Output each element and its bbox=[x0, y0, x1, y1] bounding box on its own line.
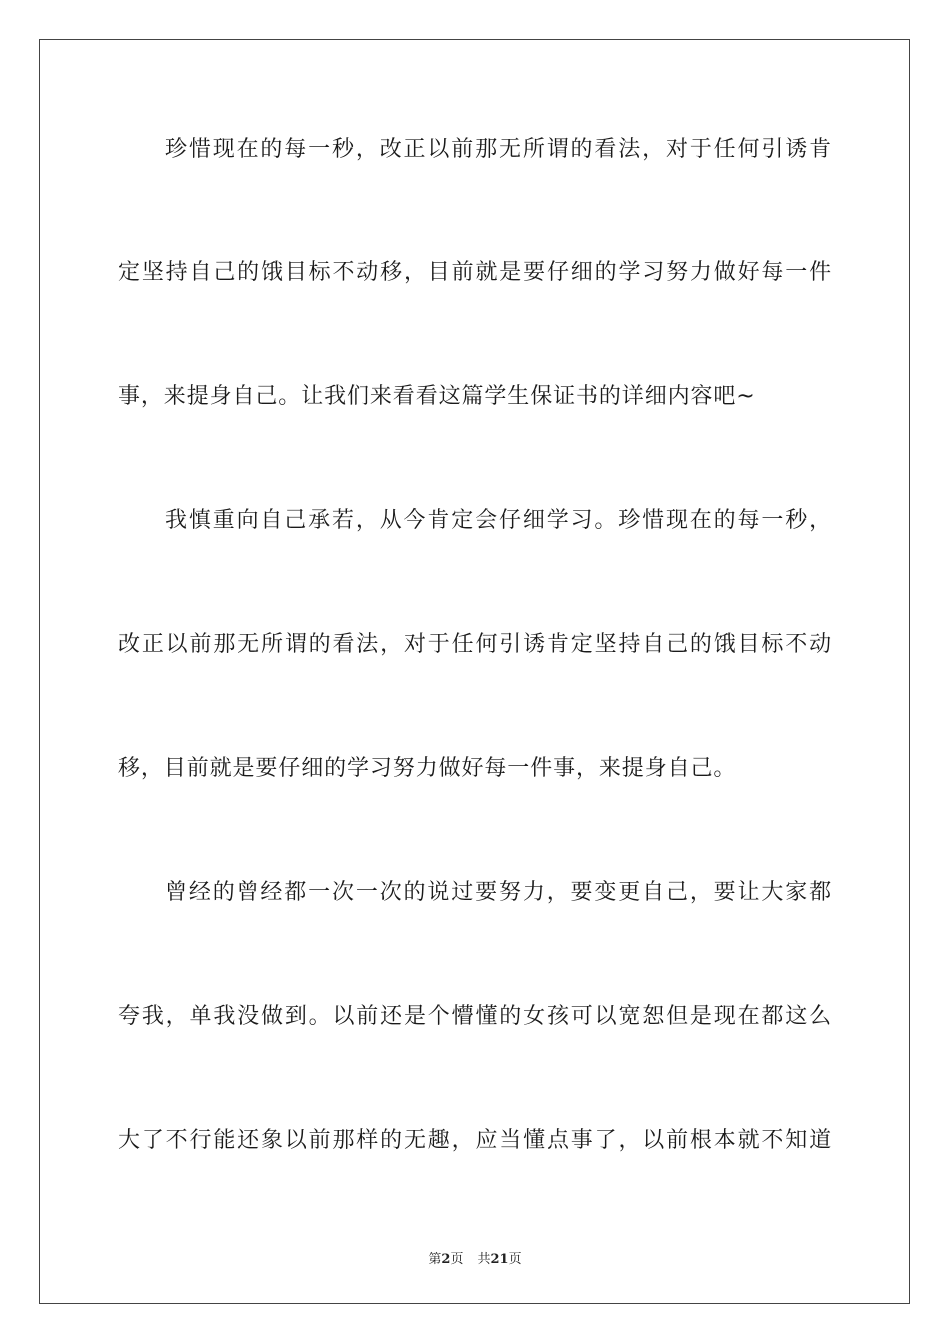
total-pages: 21 bbox=[490, 1252, 509, 1267]
page-number: 2 bbox=[441, 1252, 451, 1267]
page-prefix: 第 bbox=[428, 1252, 442, 1267]
paragraph-2-line-3: 移，目前就是要仔细的学习努力做好每一件事，来提身自己。 bbox=[118, 756, 737, 781]
paragraph-3-line-2: 夸我，单我没做到。以前还是个懵懂的女孩可以宽恕但是现在都这么 bbox=[118, 1004, 832, 1029]
paragraph-2-line-1: 我慎重向自己承若，从今肯定会仔细学习。珍惜现在的每一秒， bbox=[165, 508, 832, 533]
paragraph-3-line-1: 曾经的曾经都一次一次的说过要努力，要变更自己，要让大家都 bbox=[165, 880, 832, 905]
paragraph-2-line-2: 改正以前那无所谓的看法，对于任何引诱肯定坚持自己的饿目标不动 bbox=[118, 632, 832, 657]
total-suffix: 页 bbox=[508, 1252, 522, 1267]
paragraph-1-line-1: 珍惜现在的每一秒，改正以前那无所谓的看法，对于任何引诱肯 bbox=[165, 137, 832, 162]
paragraph-3-line-3: 大了不行能还象以前那样的无趣，应当懂点事了，以前根本就不知道 bbox=[118, 1128, 832, 1153]
paragraph-1-line-2: 定坚持自己的饿目标不动移，目前就是要仔细的学习努力做好每一件 bbox=[118, 260, 832, 285]
page-footer bbox=[0, 1248, 950, 1267]
page-suffix: 页 bbox=[450, 1252, 464, 1267]
page-frame bbox=[39, 39, 910, 1304]
paragraph-1-line-3: 事，来提身自己。让我们来看看这篇学生保证书的详细内容吧~ bbox=[118, 384, 756, 409]
total-prefix: 共 bbox=[477, 1252, 491, 1267]
